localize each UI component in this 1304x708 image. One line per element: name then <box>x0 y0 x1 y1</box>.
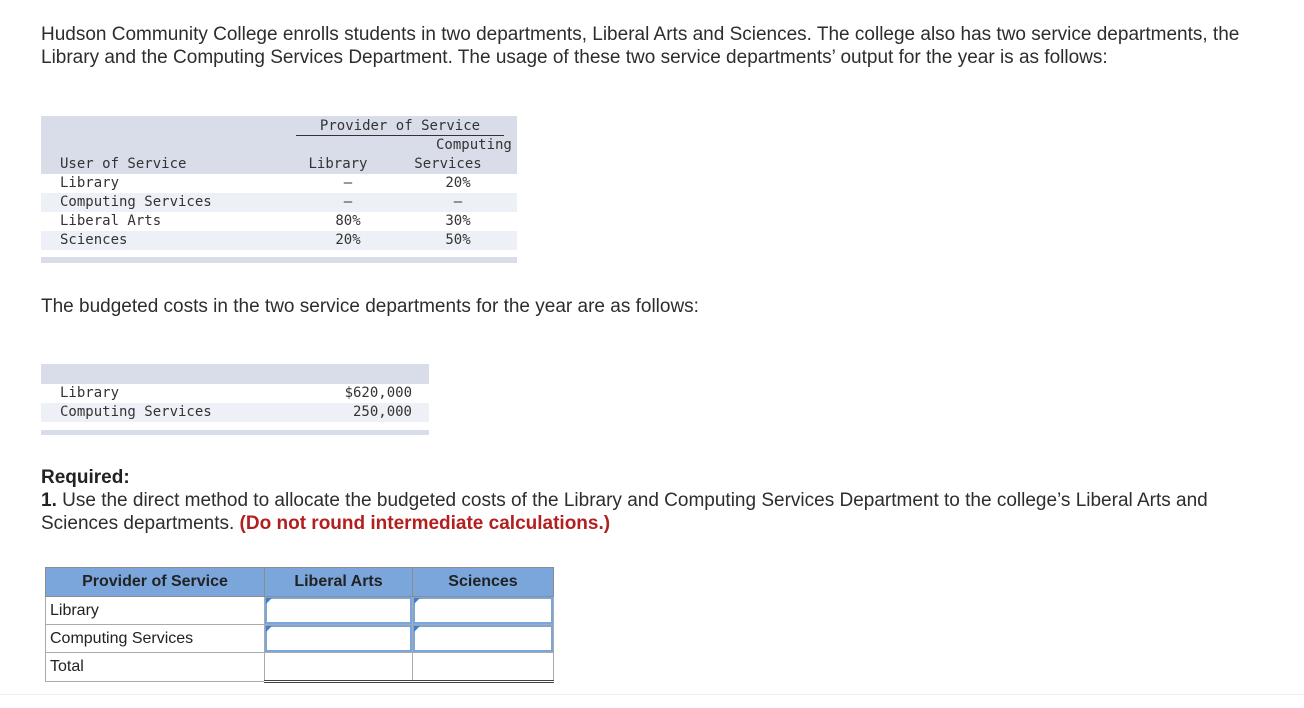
table-row <box>46 625 554 653</box>
total-liberal-arts-cell <box>265 653 413 682</box>
computing-header-line1: Computing <box>436 137 512 153</box>
question-text: Use the direct method to allocate the budgeted costs of the Library and Computing Services Department to the college’s Liberal Arts and Sciences departments. <box>41 490 1208 534</box>
usage-cell-library: — <box>343 175 353 191</box>
intro-paragraph: Hudson Community College enrolls students in two departments, Liberal Arts and Sciences. The college also has two service departments, the Library and the Computing Services Department. The usage of these two service departments’ output for the year is as follows: <box>41 24 1240 68</box>
cell <box>413 625 554 653</box>
library-sciences-input[interactable] <box>413 597 553 624</box>
row-label-total: Total <box>46 653 265 682</box>
usage-row-label: Sciences <box>60 232 128 248</box>
cell <box>265 597 413 625</box>
usage-row-label: Library <box>60 175 120 191</box>
usage-cell-computing: 20% <box>445 175 471 191</box>
cost-row-label: Library <box>60 385 120 401</box>
flag-icon <box>266 626 272 632</box>
cost-table-header-band <box>41 364 429 384</box>
usage-cell-computing: 50% <box>445 232 471 248</box>
flag-icon <box>414 598 420 604</box>
required-heading: Required: <box>41 467 130 488</box>
total-sciences-cell <box>413 653 554 682</box>
cost-row-value: 250,000 <box>352 404 412 420</box>
table-row <box>46 597 554 625</box>
row-label-library: Library <box>46 597 265 625</box>
cell <box>413 597 554 625</box>
library-liberal-arts-input[interactable] <box>265 597 412 624</box>
usage-cell-library: 20% <box>335 232 361 248</box>
usage-row-label: Computing Services <box>60 194 212 210</box>
table-row <box>46 653 554 682</box>
cost-table-footer <box>41 430 429 435</box>
computing-liberal-arts-input[interactable] <box>265 625 412 652</box>
flag-icon <box>414 626 420 632</box>
budget-cost-table <box>41 364 429 436</box>
cost-row-value: $620,000 <box>344 385 412 401</box>
cost-row-label: Computing Services <box>60 404 212 420</box>
divider <box>0 694 1304 695</box>
usage-cell-computing: — <box>453 194 463 210</box>
user-of-service-header: User of Service <box>60 156 187 172</box>
rounding-note: (Do not round intermediate calculations.) <box>239 513 611 534</box>
header-provider-of-service: Provider of Service <box>46 568 265 597</box>
usage-cell-library: — <box>343 194 353 210</box>
computing-header-line2: Services <box>414 156 482 172</box>
row-label-computing-services: Computing Services <box>46 625 265 653</box>
required-instruction <box>41 489 1241 535</box>
budget-intro-text: The budgeted costs in the two service departments for the year are as follows: <box>41 296 699 317</box>
flag-icon <box>266 598 272 604</box>
usage-row-label: Liberal Arts <box>60 213 162 229</box>
usage-table <box>41 116 517 264</box>
allocation-answer-table <box>45 567 554 683</box>
usage-cell-library: 80% <box>335 213 361 229</box>
cell <box>265 625 413 653</box>
usage-table-footer <box>41 257 517 263</box>
header-sciences: Sciences <box>413 568 554 597</box>
header-liberal-arts: Liberal Arts <box>265 568 413 597</box>
computing-sciences-input[interactable] <box>413 625 553 652</box>
provider-of-service-header: Provider of Service <box>296 118 504 136</box>
library-column-header: Library <box>308 156 368 172</box>
required-section <box>41 466 1241 535</box>
usage-cell-computing: 30% <box>445 213 471 229</box>
question-number: 1. <box>41 490 57 511</box>
